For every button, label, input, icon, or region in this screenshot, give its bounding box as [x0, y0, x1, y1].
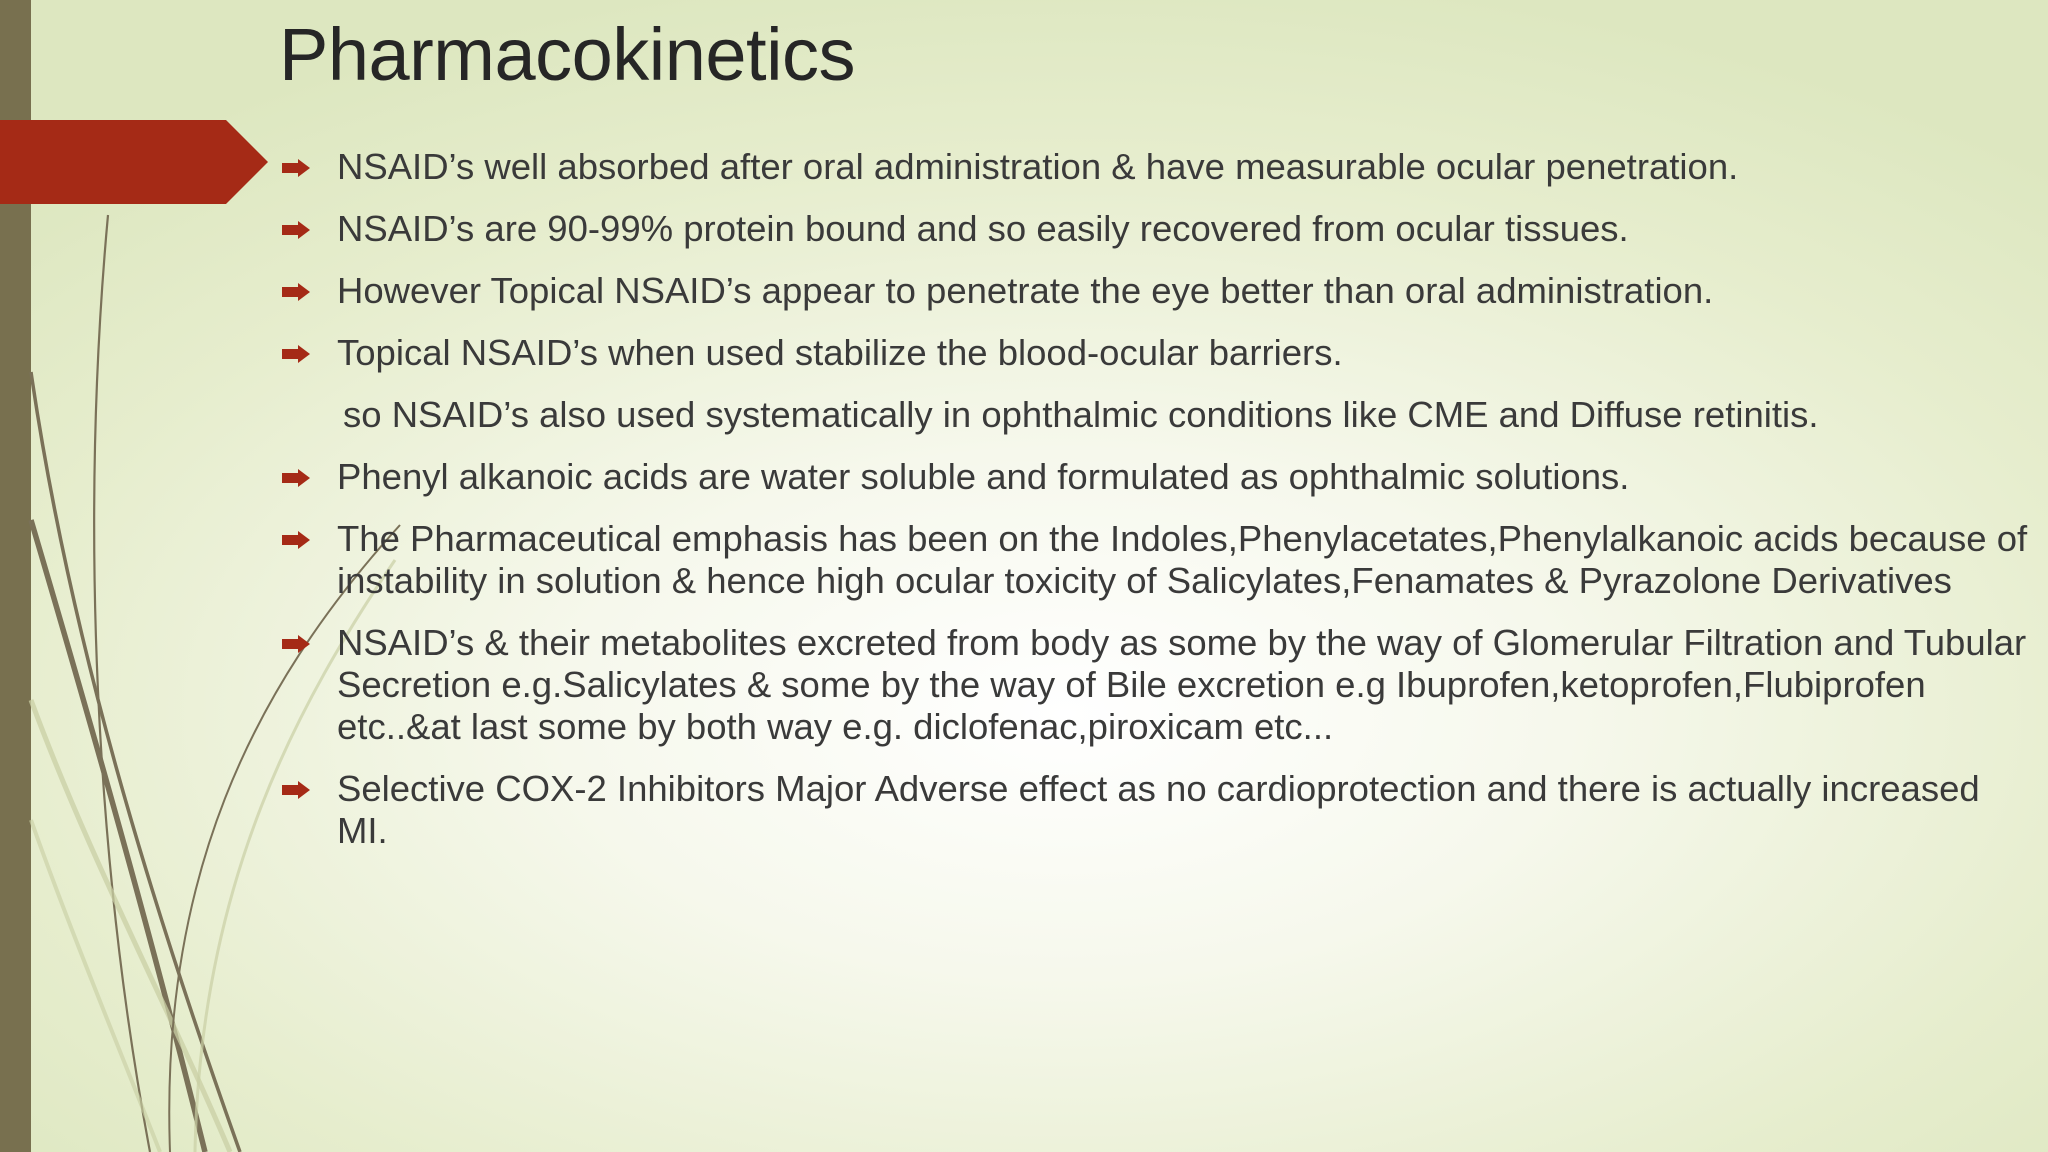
- bullet-text: However Topical NSAID’s appear to penetrate the eye better than oral administration.: [337, 270, 1714, 311]
- arrow-bullet-icon: [282, 345, 310, 363]
- bullet-item: [280, 518, 2040, 602]
- arrow-bullet-icon: [282, 221, 310, 239]
- bullet-text: The Pharmaceutical emphasis has been on the Indoles,Phenylacetates,Phenylalkanoic acids because of instability in solution & hence high ocular toxicity of Salicylates,Fenamates & Pyrazolone Derivatives: [337, 518, 2028, 601]
- arrow-bullet-icon: [282, 781, 310, 799]
- bullet-text: Topical NSAID’s when used stabilize the blood-ocular barriers.: [337, 332, 1343, 373]
- arrow-bullet-icon: [282, 531, 310, 549]
- arrow-bullet-icon: [282, 469, 310, 487]
- arrow-bullet-icon: [282, 159, 310, 177]
- page-title: Pharmacokinetics: [279, 13, 856, 96]
- bullet-item: [280, 270, 2040, 312]
- bullet-item: [280, 456, 2040, 498]
- bullet-item: [280, 208, 2040, 250]
- bullet-item: [280, 622, 2040, 748]
- bullet-item: [280, 394, 2040, 436]
- bullet-text: Phenyl alkanoic acids are water soluble and formulated as ophthalmic solutions.: [337, 456, 1630, 497]
- arrow-bullet-icon: [282, 635, 310, 653]
- bullet-text: Selective COX-2 Inhibitors Major Adverse effect as no cardioprotection and there is actually increased MI.: [337, 768, 1980, 851]
- bullet-text: NSAID’s & their metabolites excreted from body as some by the way of Glomerular Filtration and Tubular Secretion e.g.Salicylates & some by the way of Bile excretion e.g Ibuprofen,ketoprofen,Flubiprofen etc..&at last some by both way e.g. diclofenac,piroxicam etc...: [337, 622, 2027, 747]
- bullet-text: so NSAID’s also used systematically in ophthalmic conditions like CME and Diffuse retinitis.: [343, 394, 1819, 435]
- bullet-text: NSAID’s well absorbed after oral administration & have measurable ocular penetration.: [337, 146, 1739, 187]
- bullet-item: [280, 146, 2040, 188]
- arrow-bullet-icon: [282, 283, 310, 301]
- title-arrow-tab: [0, 120, 268, 204]
- bullet-list: [280, 146, 2040, 872]
- bullet-item: [280, 332, 2040, 374]
- bullet-text: NSAID’s are 90-99% protein bound and so easily recovered from ocular tissues.: [337, 208, 1629, 249]
- bullet-item: [280, 768, 2040, 852]
